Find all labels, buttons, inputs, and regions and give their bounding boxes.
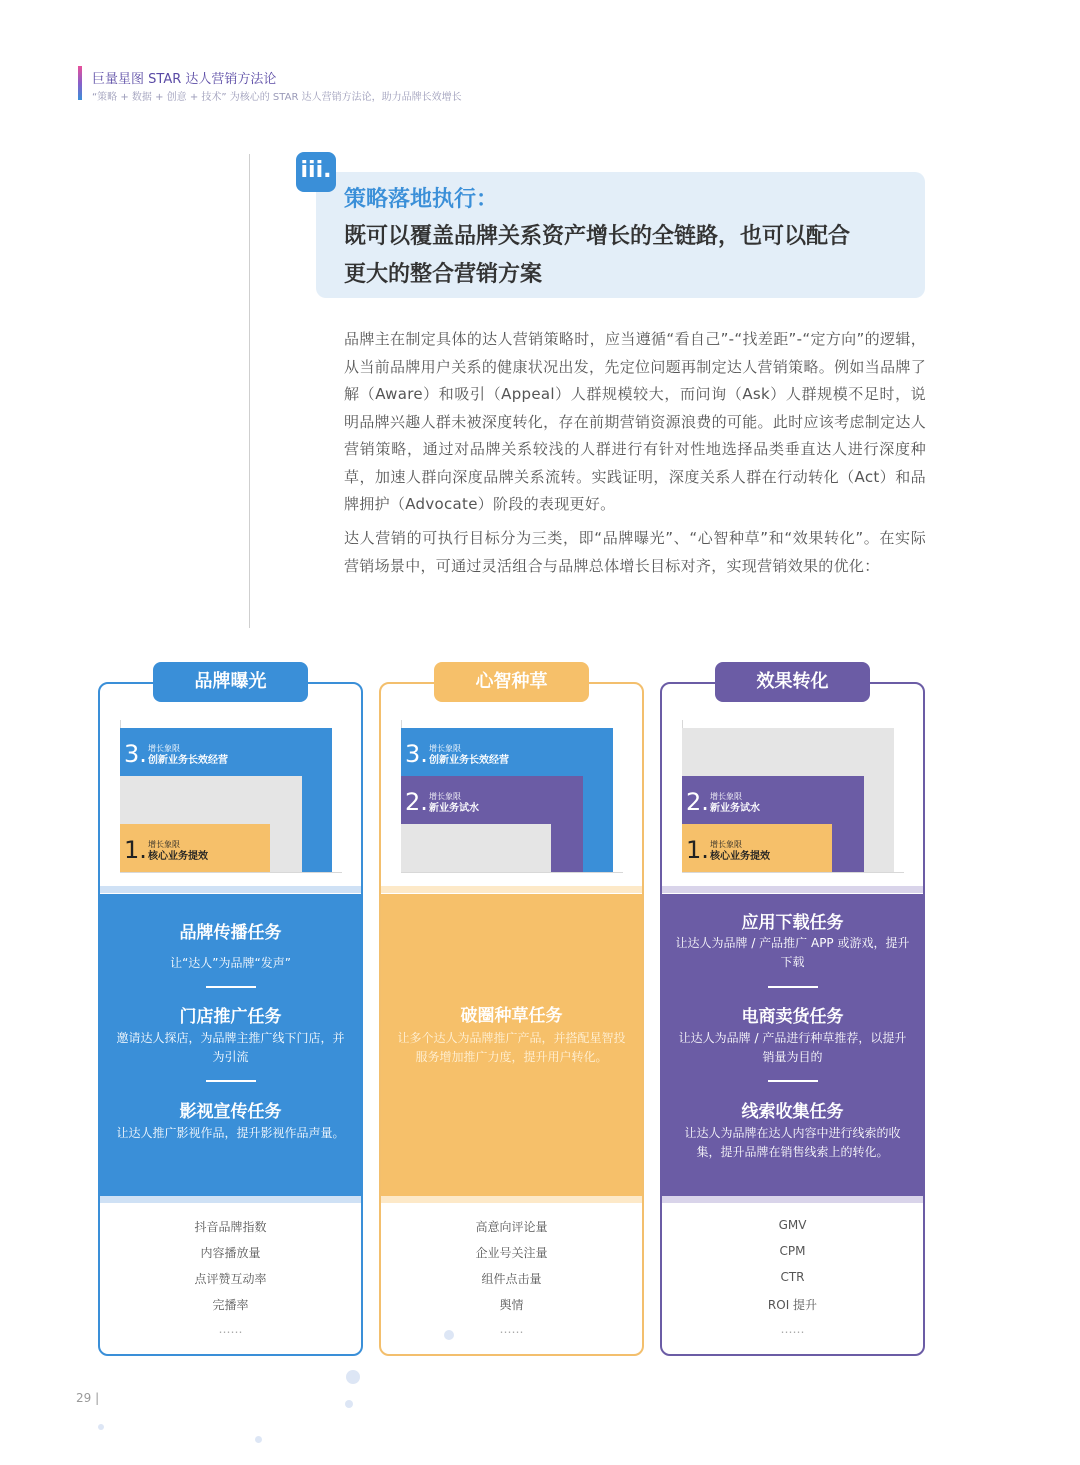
chart-x-axis: [401, 872, 623, 873]
task-divider: [768, 986, 818, 988]
decorative-dot: [345, 1400, 353, 1408]
section-heading-line2: 既可以覆盖品牌关系资产增长的全链路，也可以配合: [344, 224, 851, 249]
task-title: 品牌传播任务: [179, 923, 282, 943]
task-desc: 邀请达人探店，为品牌主推广线下门店，并为引流: [116, 1031, 345, 1064]
task-desc: 让多个达人为品牌推广产品，并搭配星智投服务增加推广力度，提升用户转化。: [397, 1031, 626, 1064]
metric-item: CPM: [779, 1244, 806, 1258]
metric-item: 完播率: [212, 1298, 249, 1312]
separator-strip: [381, 886, 642, 893]
metric-item: CTR: [780, 1270, 805, 1284]
task-title: 门店推广任务: [179, 1007, 282, 1027]
task-panel: [662, 894, 923, 1196]
metric-item: 抖音品牌指数: [194, 1220, 267, 1234]
growth-quadrant-chart: 3. 增长象限 创新业务长效经营 1. 增长象限 核心业务提效: [118, 712, 344, 874]
metric-item: 舆情: [499, 1298, 524, 1312]
section-heading-line3: 更大的整合营销方案: [344, 262, 543, 287]
task-panel: [381, 894, 642, 1196]
header-subtitle: “策略 + 数据 + 创意 + 技术” 为核心的 STAR 达人营销方法论，助力品牌长效增长: [92, 92, 462, 103]
separator-strip: [100, 1196, 361, 1203]
metric-item: 企业号关注量: [475, 1246, 548, 1260]
header-accent-bar: [78, 66, 82, 100]
growth-quadrant-chart: 2. 增长象限 新业务试水 1. 增长象限 核心业务提效: [680, 712, 906, 874]
task-desc: 让“达人”为品牌“发声”: [170, 956, 291, 970]
separator-strip: [662, 1196, 923, 1203]
chart-x-axis: [682, 872, 904, 873]
body-paragraph-2: 达人营销的可执行目标分为三类，即“品牌曝光”、“心智种草”和“效果转化”。在实际营销场景中，可通过灵活组合与品牌总体增长目标对齐，实现营销效果的优化：: [344, 529, 926, 575]
task-title: 应用下载任务: [741, 913, 844, 933]
metric-ellipsis: ……: [218, 1322, 243, 1336]
metric-item: 组件点击量: [481, 1272, 542, 1286]
chart-x-axis: [120, 872, 342, 873]
metric-item: 内容播放量: [200, 1246, 261, 1260]
section-title: 策略落地执行：: [344, 187, 499, 212]
section-badge: iii.: [296, 152, 336, 192]
left-divider: [249, 154, 250, 628]
card-mind-seeding: [379, 682, 644, 1356]
task-title: 电商卖货任务: [741, 1007, 844, 1027]
task-title: 线索收集任务: [741, 1102, 844, 1122]
metric-ellipsis: ……: [780, 1322, 805, 1336]
task-desc: 让达人为品牌 / 产品进行种草推荐，以提升销量为目的: [678, 1031, 907, 1064]
metric-item: GMV: [778, 1218, 807, 1232]
task-panel: [100, 894, 361, 1196]
separator-strip: [100, 886, 361, 893]
card-performance-conversion: [660, 682, 925, 1356]
decorative-dot: [346, 1370, 360, 1384]
task-title: 破圈种草任务: [460, 1006, 563, 1026]
task-desc: 让达人为品牌在达人内容中进行线索的收集，提升品牌在销售线索上的转化。: [684, 1126, 901, 1159]
metric-item: ROI 提升: [767, 1298, 818, 1312]
task-divider: [206, 986, 256, 988]
task-desc: 让达人为品牌 / 产品推广 APP 或游戏，提升下载: [675, 936, 910, 969]
decorative-dot: [255, 1436, 262, 1443]
header-title: 巨量星图 STAR 达人营销方法论: [92, 72, 277, 87]
tab-brand-exposure: 品牌曝光: [153, 662, 308, 702]
task-divider: [768, 1080, 818, 1082]
metric-item: 高意向评论量: [475, 1220, 548, 1234]
metric-item: 点评赞互动率: [194, 1272, 267, 1286]
task-title: 影视宣传任务: [179, 1102, 282, 1122]
task-desc: 让达人推广影视作品，提升影视作品声量。: [116, 1126, 345, 1140]
quadrant-1-block: [401, 824, 551, 872]
decorative-dot: [444, 1330, 454, 1340]
separator-strip: [381, 1196, 642, 1203]
metric-ellipsis: ……: [499, 1322, 524, 1336]
page-number: 29 |: [76, 1391, 100, 1405]
growth-quadrant-chart: 3. 增长象限 创新业务长效经营 2. 增长象限 新业务试水: [399, 712, 625, 874]
body-paragraph-1: 品牌主在制定具体的达人营销策略时，应当遵循“看自己”-“找差距”-“定方向”的逻辑，从当前品牌用户关系的健康状况出发，先定位问题再制定达人营销策略。例如当品牌了解（Aware）和吸引（Appeal）人群规模较大，而问询（Ask）人群规模不足时，说明品牌兴趣人群未被深度转化，存在前期营销资源浪费的可能。此时应该考虑制定达人营销策略，通过对品牌关系较浅的人群进行有针对性地选择品类垂直达人进行深度种草，加速人群向深度品牌关系流转。实践证明，深度关系人群在行动转化（Act）和品牌拥护（Advocate）阶段的表现更好。: [344, 330, 926, 513]
separator-strip: [662, 886, 923, 893]
tab-mind-seeding: 心智种草: [434, 662, 589, 702]
card-brand-exposure: [98, 682, 363, 1356]
task-divider: [206, 1080, 256, 1082]
decorative-dot: [98, 1424, 104, 1430]
tab-performance-conversion: 效果转化: [715, 662, 870, 702]
